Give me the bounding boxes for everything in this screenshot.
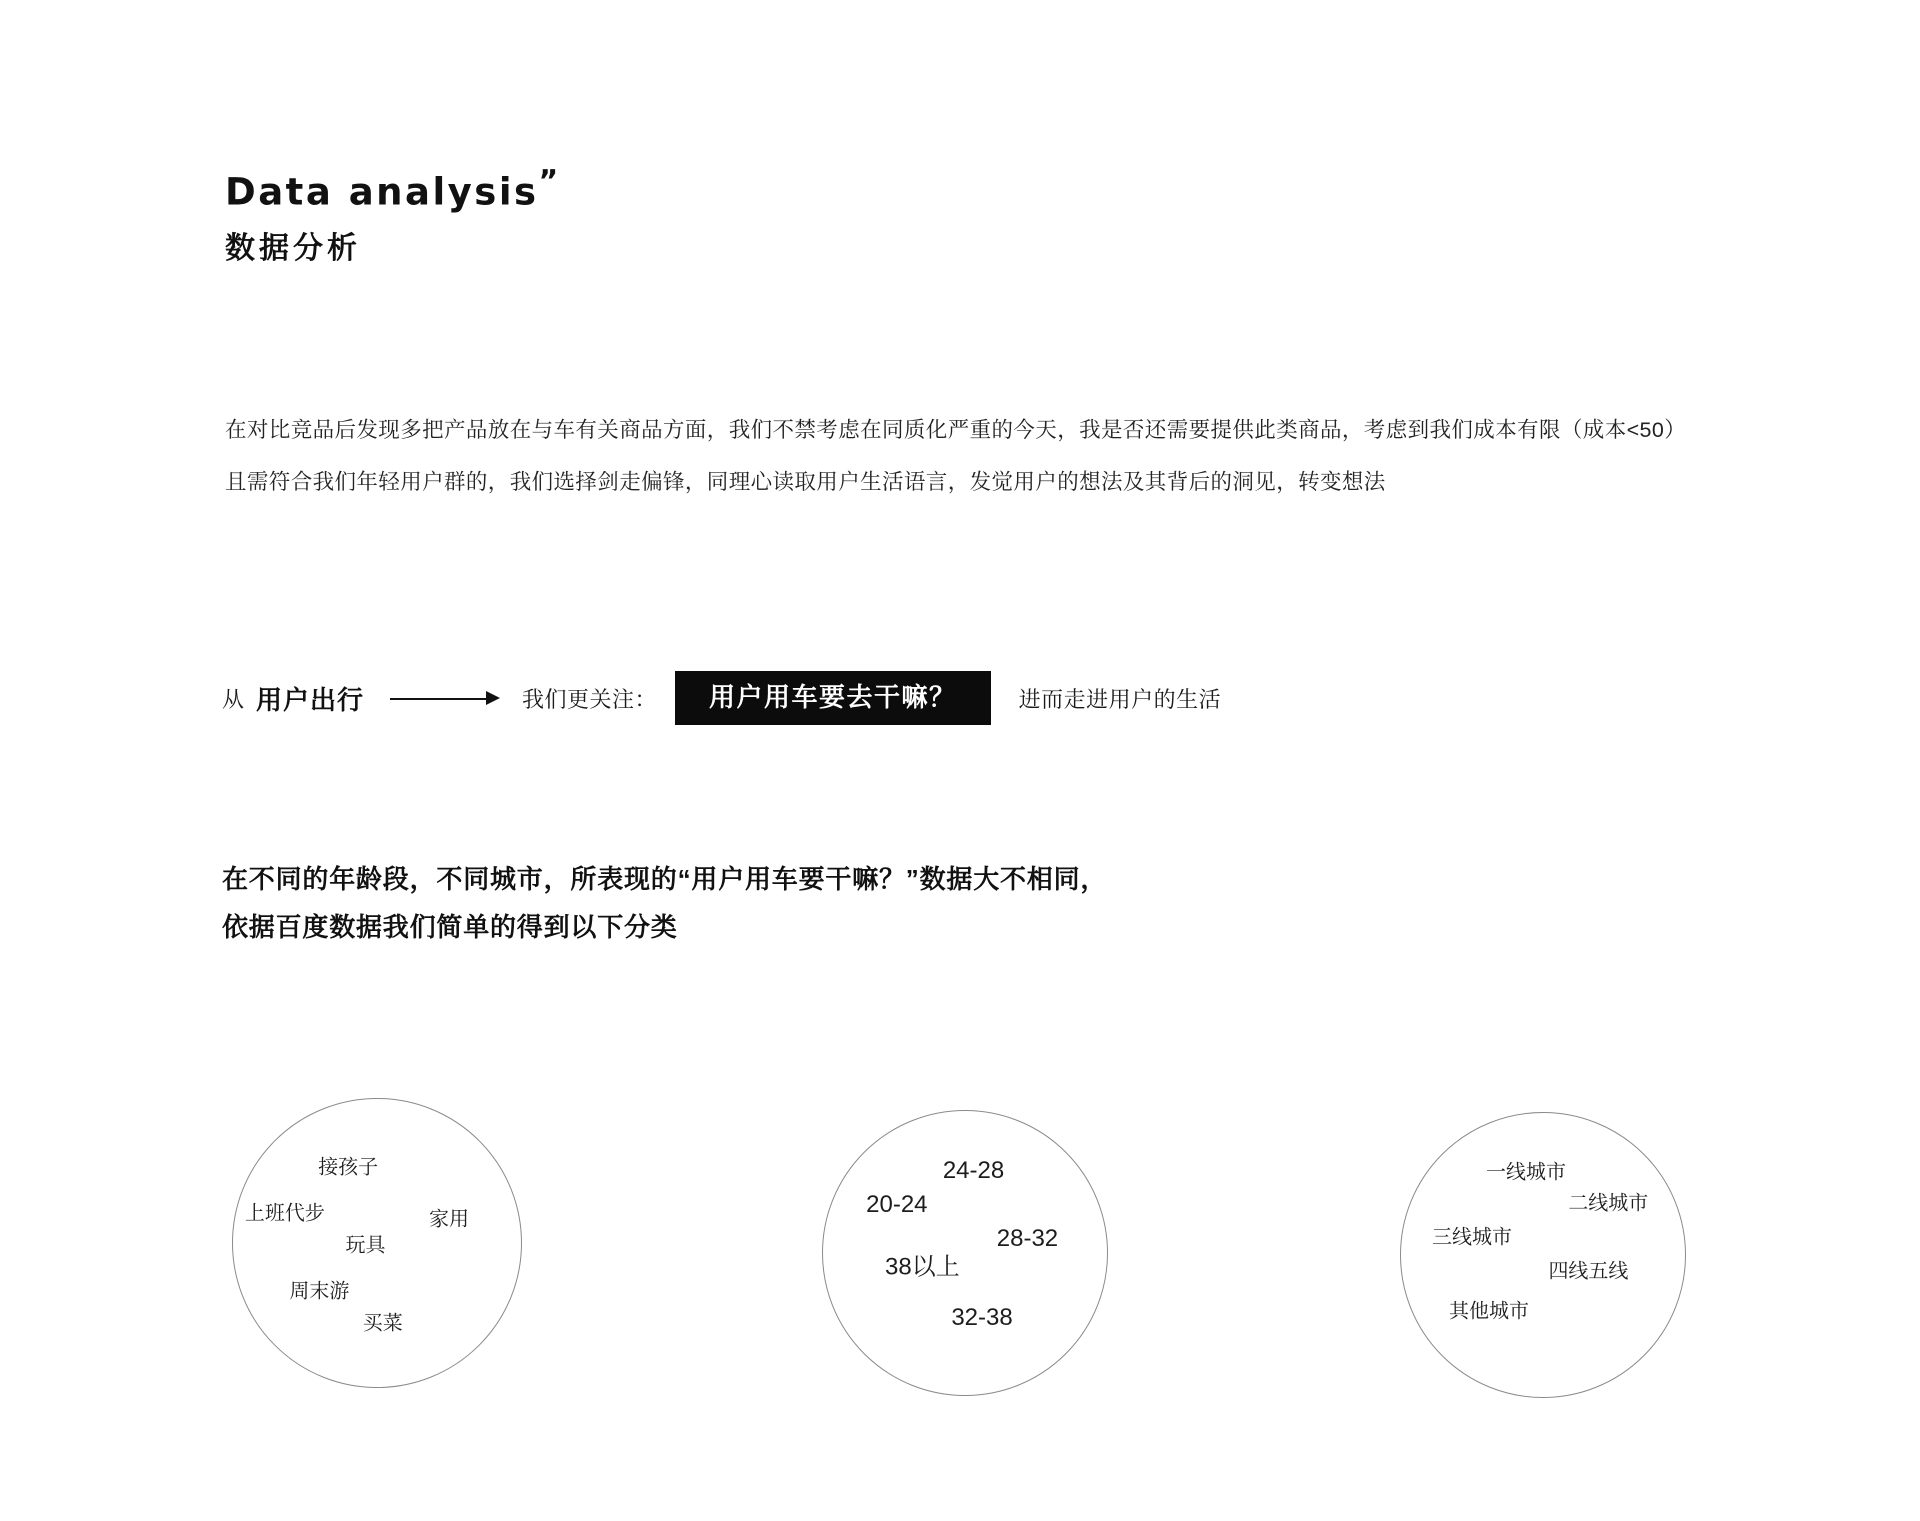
page-title-chinese: 数据分析 [225, 232, 361, 266]
circle-tag: 28-32 [996, 1224, 1059, 1252]
focus-flow-row [222, 672, 1221, 724]
flow-highlight-badge: 用户用车要去干嘛？ [675, 671, 991, 726]
circle-tag: 玩具 [345, 1234, 386, 1257]
city-tiers-circle [1400, 1112, 1686, 1398]
subheading-line-1: 在不同的年龄段，不同城市，所表现的“用户用车要干嘛？”数据大不相同， [222, 864, 1108, 894]
page-title-english [225, 165, 558, 213]
circle-tag: 32-38 [951, 1304, 1013, 1332]
age-groups-circle [822, 1110, 1108, 1396]
circle-tag: 周末游 [289, 1280, 350, 1303]
circle-tag: 其他城市 [1449, 1300, 1530, 1323]
flow-prefix-label: 从 [222, 686, 245, 712]
section-subheading [222, 855, 1107, 951]
circle-tag: 三线城市 [1432, 1226, 1512, 1249]
flow-suffix-label: 进而走进用户的生活 [1018, 686, 1222, 712]
circle-tag: 上班代步 [244, 1202, 325, 1225]
title-quote-mark: ” [538, 164, 559, 199]
circle-tag: 24-28 [942, 1156, 1005, 1184]
usage-scenarios-circle [232, 1098, 522, 1388]
circle-tag: 家用 [429, 1208, 469, 1231]
flow-middle-label: 我们更关注： [522, 686, 658, 712]
circle-tag: 四线五线 [1548, 1260, 1629, 1283]
circle-tag: 二线城市 [1568, 1192, 1649, 1215]
circle-tag: 接孩子 [318, 1156, 379, 1179]
title-english-text: Data analysis [225, 170, 539, 214]
arrow-right-icon [390, 689, 500, 707]
title-block [225, 165, 558, 267]
circle-tag: 20-24 [866, 1190, 928, 1218]
subheading-line-2: 依据百度数据我们简单的得到以下分类 [222, 912, 678, 943]
circle-tag: 买菜 [362, 1312, 403, 1335]
flow-source-label: 用户出行 [256, 684, 365, 715]
intro-paragraph: 在对比竞品后发现多把产品放在与车有关商品方面，我们不禁考虑在同质化严重的今天，我是否还需要提供此类商品，考虑到我们成本有限（成本<50）且需符合我们年轻用户群的，我们选择剑走偏锋，同理心读取用户生活语言，发觉用户的想法及其背后的洞见，转变想法 [225, 418, 1687, 494]
circle-tag: 一线城市 [1485, 1161, 1566, 1184]
circle-tag: 38以上 [885, 1253, 960, 1281]
